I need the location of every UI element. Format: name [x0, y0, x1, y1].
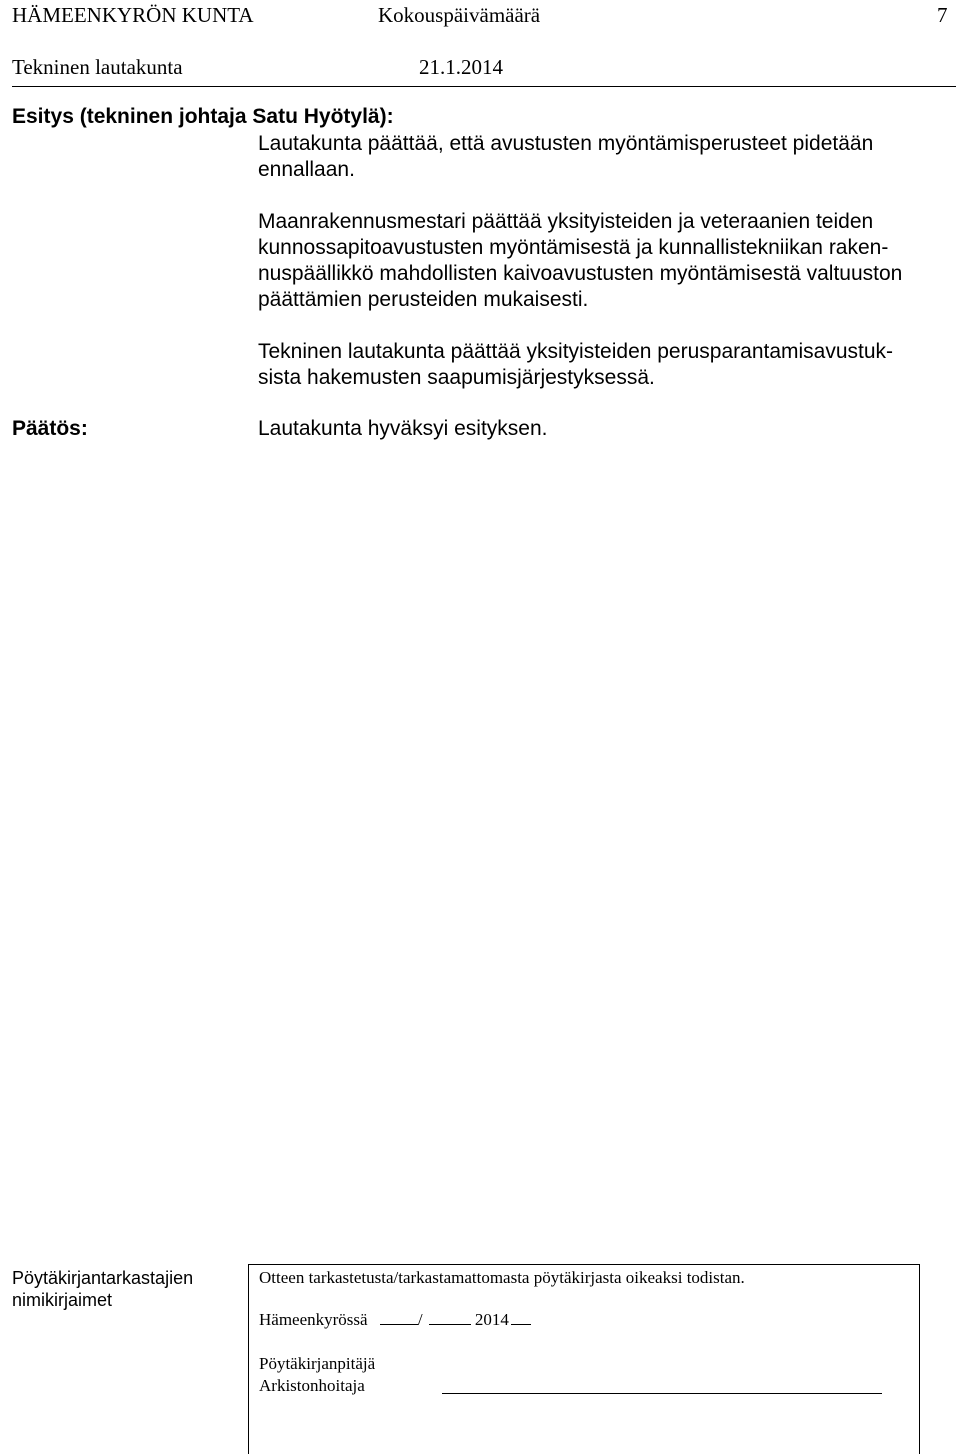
- archivist-title: Arkistonhoitaja: [259, 1376, 365, 1395]
- municipality-name: HÄMEENKYRÖN KUNTA: [12, 3, 254, 27]
- header-divider: [12, 86, 956, 87]
- day-blank: [380, 1310, 418, 1325]
- signature-footer: [12, 1264, 920, 1453]
- decision-label: Päätös:: [12, 417, 88, 440]
- decision-text: Lautakunta hyväksyi esityksen.: [258, 417, 548, 440]
- meeting-date: 21.1.2014: [419, 55, 503, 79]
- text-line: ennallaan.: [258, 158, 355, 181]
- text-line: nuspäällikkö mahdollisten kaivoavustusten myöntämisestä valtuuston: [258, 262, 903, 285]
- place-date-line: [259, 1310, 531, 1330]
- date-separator: /: [417, 1310, 423, 1329]
- inspectors-label-line: Pöytäkirjantarkastajien: [12, 1268, 194, 1288]
- text-line: Tekninen lautakunta päättää yksityisteiden perusparantamisavustuk-: [258, 340, 894, 363]
- inspectors-label-line: nimikirjaimet: [12, 1290, 113, 1310]
- text-line: päättämien perusteiden mukaisesti.: [258, 288, 589, 311]
- certification-text: Otteen tarkastetusta/tarkastamattomasta pöytäkirjasta oikeaksi todistan.: [259, 1268, 745, 1287]
- year-text: 2014: [474, 1310, 509, 1329]
- place-name: Hämeenkyrössä: [259, 1310, 368, 1329]
- text-line: Maanrakennusmestari päättää yksityisteiden ja veteraanien teiden: [258, 210, 874, 233]
- meeting-date-label: Kokouspäivämäärä: [378, 3, 541, 27]
- proposal-paragraph-3: [258, 339, 958, 391]
- text-line: Lautakunta päättää, että avustusten myöntämisperusteet pidetään: [258, 132, 874, 155]
- keeper-title: Pöytäkirjanpitäjä: [259, 1354, 376, 1373]
- certification-box: [248, 1264, 920, 1454]
- proposal-label: Esitys (tekninen johtaja Satu Hyötylä):: [12, 105, 394, 128]
- month-blank: [429, 1310, 471, 1325]
- text-line: sista hakemusten saapumisjärjestyksessä.: [258, 366, 655, 389]
- proposal-paragraph-1: [258, 131, 958, 183]
- year-blank: [511, 1310, 531, 1325]
- signature-line: [442, 1393, 882, 1394]
- proposal-paragraph-2: [258, 209, 958, 313]
- text-line: kunnossapitoavustusten myöntämisestä ja kunnallistekniikan raken-: [258, 236, 889, 259]
- inspectors-initials-label: [12, 1267, 193, 1311]
- page-number: 7: [937, 3, 948, 27]
- committee-name: Tekninen lautakunta: [12, 55, 183, 79]
